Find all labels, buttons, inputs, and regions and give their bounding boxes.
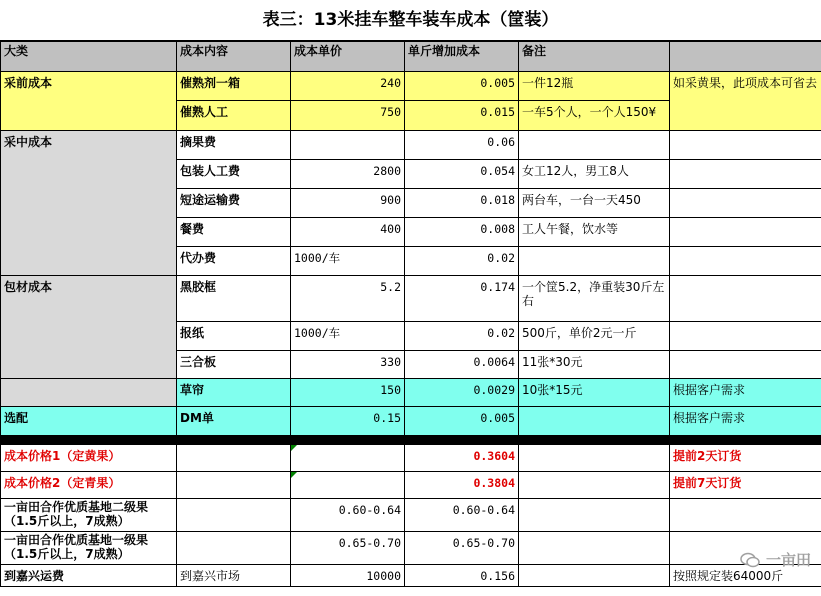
table-row <box>1 532 821 565</box>
added-cost-cell: 0.0029 <box>405 379 519 407</box>
header-unit-price: 成本单价 <box>291 42 405 72</box>
added-cost-cell: 0.018 <box>405 189 519 218</box>
extra-cell <box>670 218 821 247</box>
item-cell: 代办费 <box>177 247 291 276</box>
item-cell: 黑胶框 <box>177 276 291 322</box>
added-cost-cell: 0.65-0.70 <box>405 532 519 565</box>
price-cell <box>291 472 405 499</box>
extra-cell: 提前2天订货 <box>670 445 821 472</box>
added-cost-cell: 0.174 <box>405 276 519 322</box>
table-row <box>1 276 821 322</box>
watermark <box>740 549 811 570</box>
added-cost-cell: 0.015 <box>405 101 519 131</box>
header-item: 成本内容 <box>177 42 291 72</box>
note-cell: 10张*15元 <box>519 379 670 407</box>
category-cell: 包材成本 <box>1 276 177 379</box>
item-cell: 催熟人工 <box>177 101 291 131</box>
table-row <box>1 72 821 101</box>
added-cost-cell: 0.054 <box>405 160 519 189</box>
note-cell <box>519 499 670 532</box>
item-cell: 餐费 <box>177 218 291 247</box>
item-cell: 三合板 <box>177 351 291 379</box>
header-row <box>1 42 821 72</box>
note-cell <box>519 407 670 436</box>
item-cell <box>177 445 291 472</box>
price-cell: 330 <box>291 351 405 379</box>
added-cost-cell: 0.3804 <box>405 472 519 499</box>
item-cell: 摘果费 <box>177 131 291 160</box>
divider-row <box>1 436 821 445</box>
extra-cell: 如采黄果，此项成本可省去 <box>670 72 821 131</box>
note-cell: 一件12瓶 <box>519 72 670 101</box>
note-cell: 一个筐5.2，净重装30斤左右 <box>519 276 670 322</box>
price-cell: 750 <box>291 101 405 131</box>
item-cell: 到嘉兴市场 <box>177 565 291 587</box>
extra-cell: 提前7天订货 <box>670 472 821 499</box>
category-cell: 成本价格2（定青果） <box>1 472 177 499</box>
note-cell: 两台车，一台一天450 <box>519 189 670 218</box>
extra-cell <box>670 131 821 160</box>
category-cell: 一亩田合作优质基地二级果（1.5斤以上，7成熟） <box>1 499 177 532</box>
price-cell: 400 <box>291 218 405 247</box>
added-cost-cell: 0.02 <box>405 247 519 276</box>
extra-cell <box>670 189 821 218</box>
table-row <box>1 499 821 532</box>
watermark-text: 一亩田 <box>765 551 811 569</box>
note-cell: 一车5个人，一个人150¥ <box>519 101 670 131</box>
added-cost-cell: 0.005 <box>405 407 519 436</box>
extra-cell <box>670 351 821 379</box>
added-cost-cell: 0.008 <box>405 218 519 247</box>
cost-table <box>0 41 821 587</box>
header-note: 备注 <box>519 42 670 72</box>
item-cell <box>177 532 291 565</box>
price-cell <box>291 445 405 472</box>
price-cell: 900 <box>291 189 405 218</box>
table-row <box>1 565 821 587</box>
added-cost-cell: 0.005 <box>405 72 519 101</box>
item-cell: 催熟剂一箱 <box>177 72 291 101</box>
price-cell: 10000 <box>291 565 405 587</box>
category-cell: 成本价格1（定黄果） <box>1 445 177 472</box>
header-extra <box>670 42 821 72</box>
extra-cell <box>670 322 821 351</box>
category-cell: 选配 <box>1 407 177 436</box>
extra-cell <box>670 499 821 532</box>
added-cost-cell: 0.60-0.64 <box>405 499 519 532</box>
extra-cell <box>670 276 821 322</box>
price-cell <box>291 131 405 160</box>
price-cell: 1000/车 <box>291 247 405 276</box>
category-cell: 一亩田合作优质基地一级果（1.5斤以上，7成熟） <box>1 532 177 565</box>
category-cell: 采中成本 <box>1 131 177 276</box>
extra-cell <box>670 247 821 276</box>
price-cell: 240 <box>291 72 405 101</box>
price-cell: 5.2 <box>291 276 405 322</box>
header-category: 大类 <box>1 42 177 72</box>
table-row <box>1 445 821 472</box>
note-cell <box>519 445 670 472</box>
item-cell: DM单 <box>177 407 291 436</box>
item-cell: 草帘 <box>177 379 291 407</box>
category-cell: 采前成本 <box>1 72 177 131</box>
table-row <box>1 472 821 499</box>
item-cell: 报纸 <box>177 322 291 351</box>
added-cost-cell: 0.156 <box>405 565 519 587</box>
note-cell <box>519 472 670 499</box>
note-cell <box>519 532 670 565</box>
item-cell: 包装人工费 <box>177 160 291 189</box>
added-cost-cell: 0.0064 <box>405 351 519 379</box>
price-cell: 2800 <box>291 160 405 189</box>
price-cell: 0.15 <box>291 407 405 436</box>
table-row <box>1 379 821 407</box>
added-cost-cell: 0.02 <box>405 322 519 351</box>
note-cell: 工人午餐，饮水等 <box>519 218 670 247</box>
note-cell: 500斤，单价2元一斤 <box>519 322 670 351</box>
note-cell: 11张*30元 <box>519 351 670 379</box>
added-cost-cell: 0.3604 <box>405 445 519 472</box>
extra-cell: 按照规定装64000斤 <box>670 565 821 587</box>
table-title: 表三：13米挂车整车装车成本（筐装） <box>0 0 821 41</box>
added-cost-cell: 0.06 <box>405 131 519 160</box>
comment-marker-icon <box>291 445 297 451</box>
item-cell: 短途运输费 <box>177 189 291 218</box>
header-added-cost: 单斤增加成本 <box>405 42 519 72</box>
category-cell <box>1 379 177 407</box>
note-cell <box>519 565 670 587</box>
price-cell: 0.65-0.70 <box>291 532 405 565</box>
divider-bar <box>1 436 821 445</box>
wechat-icon <box>740 552 760 568</box>
extra-cell <box>670 160 821 189</box>
extra-cell: 根据客户需求 <box>670 407 821 436</box>
category-cell: 到嘉兴运费 <box>1 565 177 587</box>
price-cell: 1000/车 <box>291 322 405 351</box>
note-cell <box>519 247 670 276</box>
comment-marker-icon <box>291 472 297 478</box>
table-row <box>1 407 821 436</box>
note-cell <box>519 131 670 160</box>
note-cell: 女工12人，男工8人 <box>519 160 670 189</box>
table-row <box>1 131 821 160</box>
extra-cell: 根据客户需求 <box>670 379 821 407</box>
item-cell <box>177 499 291 532</box>
price-cell: 150 <box>291 379 405 407</box>
price-cell: 0.60-0.64 <box>291 499 405 532</box>
item-cell <box>177 472 291 499</box>
